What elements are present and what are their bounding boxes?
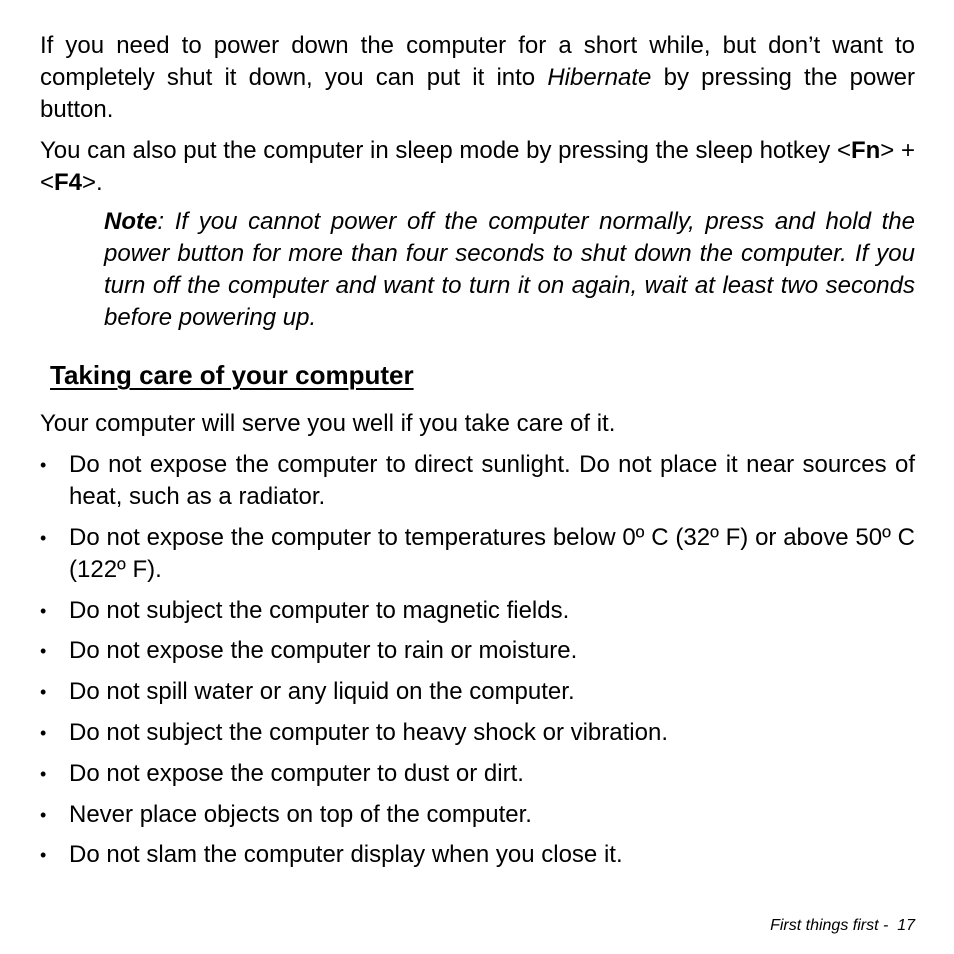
list-item-text: Do not expose the computer to dust or dirt. <box>69 759 524 787</box>
section-intro: Your computer will serve you well if you take care of it. <box>40 410 616 437</box>
page-content <box>40 30 915 880</box>
list-item-text: Do not expose the computer to temperatures below 0º C (32º F) or above 50º C (122º F). <box>69 523 915 583</box>
list-item <box>40 676 915 708</box>
list-item-text: Do not expose the computer to rain or moisture. <box>69 637 578 665</box>
sleep-paragraph-end: >. <box>82 169 103 196</box>
bullet-icon: • <box>40 845 47 866</box>
bullet-icon: • <box>40 682 47 703</box>
list-item <box>40 595 915 627</box>
list-item-text: Do not subject the computer to magnetic fields. <box>69 596 570 624</box>
list-item <box>40 799 915 831</box>
page-footer: First things first - 17 <box>770 917 915 934</box>
bullet-icon: • <box>40 600 47 621</box>
hibernate-term: Hibernate <box>547 64 652 91</box>
list-item <box>40 717 915 749</box>
f4-key: F4 <box>54 169 83 196</box>
note-label: Note <box>104 208 158 235</box>
list-item-text: Do not spill water or any liquid on the computer. <box>69 678 575 706</box>
list-item <box>40 758 915 790</box>
bullet-icon: • <box>40 722 47 743</box>
list-item-text: Never place objects on top of the computer. <box>69 800 532 828</box>
list-item-text: Do not subject the computer to heavy shock or vibration. <box>69 718 668 746</box>
bullet-icon: • <box>40 804 47 825</box>
sleep-hotkey-paragraph <box>40 135 915 199</box>
key-separator: > + < <box>40 137 915 196</box>
list-item <box>40 839 915 871</box>
note-paragraph <box>104 206 915 334</box>
bullet-icon: • <box>40 763 47 784</box>
bullet-icon: • <box>40 455 47 475</box>
hibernate-paragraph <box>40 30 915 126</box>
list-item-text: Do not slam the computer display when you close it. <box>69 841 623 869</box>
fn-key: Fn <box>850 137 881 164</box>
hibernate-paragraph-end: by pressing the power button. <box>40 64 915 123</box>
list-item <box>40 522 915 586</box>
bullet-icon: • <box>40 527 47 548</box>
sleep-paragraph-text: You can also put the computer in sleep mode by pressing the sleep hotkey < <box>40 137 851 164</box>
note-text: : If you cannot power off the computer normally, press and hold the power button for more than four seconds to shut down the computer. If you turn off the computer and want to turn it on again, wait at least two seconds before powering up. <box>104 208 915 331</box>
list-item <box>40 635 915 667</box>
section-heading: Taking care of your computer <box>50 360 414 390</box>
list-item <box>40 449 915 513</box>
care-tips-list <box>40 449 915 871</box>
list-item-text: Do not expose the computer to direct sunlight. Do not place it near sources of heat, such as a radiator. <box>69 451 915 510</box>
bullet-icon: • <box>40 641 47 662</box>
hibernate-paragraph-text: If you need to power down the computer for a short while, but don’t want to completely shut it down, you can put it into <box>40 32 915 91</box>
